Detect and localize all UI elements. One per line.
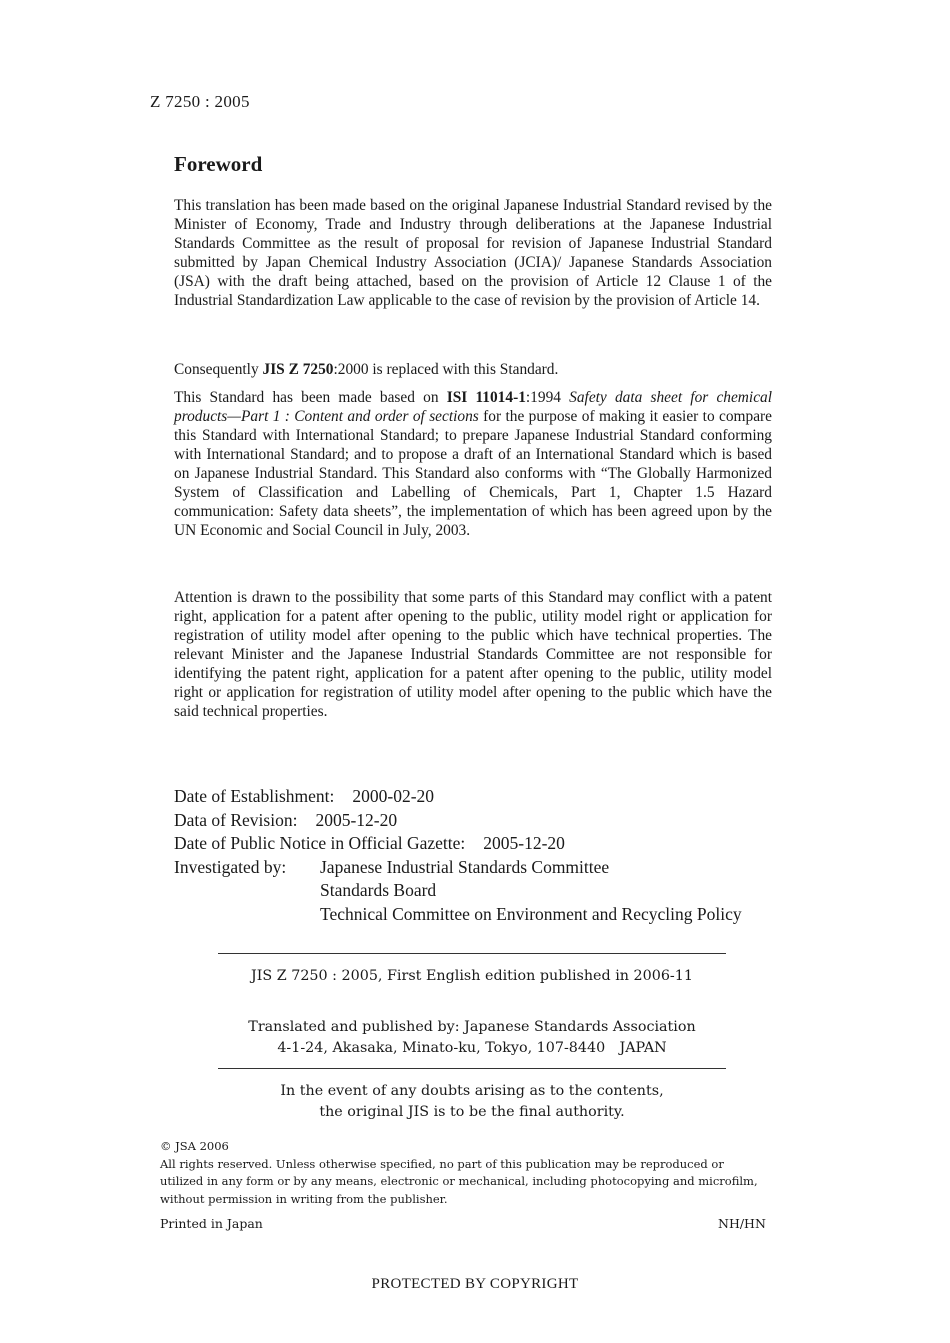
notice-row: [174, 832, 760, 856]
dates-block: [174, 785, 760, 926]
authority-notice: [218, 1081, 726, 1123]
foreword-paragraph-2: [174, 360, 772, 379]
authority-line-2: the original JIS is to be the final authority.: [319, 1104, 625, 1120]
document-code: NH/HN: [718, 1216, 766, 1231]
establishment-row: [174, 785, 760, 809]
p3-year: :1994: [525, 389, 570, 406]
copyright-block: [160, 1138, 770, 1208]
p3-iso-title: Safety data sheet for chemical products—Part 1 : Content and order of sections: [174, 389, 773, 425]
edition-line: JIS Z 7250 : 2005, First English edition published in 2006-11: [251, 968, 693, 984]
copyright-mark: © JSA 2006: [160, 1139, 229, 1153]
revision-label: Data of Revision:: [174, 809, 298, 830]
p3-iso-reference: ISI 11014-1: [446, 389, 526, 406]
p3-text-pre: This Standard has been made based on: [174, 389, 447, 406]
p3-text-post: for the purpose of making it easier to compare this Standard with International Standard; to prepare Japanese Industrial Standard conforming with International Standard; and to propose a draft of an International Standard which is based on Japanese Industrial Standard. This Standard also conforms with “The Globally Harmonized System of Classification and Labelling of Chemicals, Part 1, Chapter 1.5 Hazard communication: Safety data sheets”, the implementation of which has been agreed upon by the UN Economic and Social Council in July, 2003.: [174, 408, 772, 539]
foreword-paragraph-3: [174, 388, 772, 540]
standard-code-header: Z 7250 : 2005: [150, 92, 250, 111]
establishment-value: 2000-02-20: [352, 786, 435, 806]
investigated-line: Technical Committee on Environment and Recycling Policy: [320, 903, 742, 924]
establishment-label: Date of Establishment:: [174, 786, 335, 806]
investigated-line: Japanese Industrial Standards Committee: [320, 856, 610, 877]
publisher-line-2: 4-1-24, Akasaka, Minato-ku, Tokyo, 107-8440 JAPAN: [277, 1040, 667, 1056]
investigated-label: Investigated by:: [174, 856, 287, 877]
investigated-line: Standards Board: [320, 880, 437, 900]
protected-notice: PROTECTED BY COPYRIGHT: [371, 1276, 579, 1292]
revision-value: 2005-12-20: [315, 809, 398, 830]
investigated-list: [320, 856, 760, 927]
printed-in: Printed in Japan: [160, 1216, 263, 1231]
p2-text-pre: Consequently: [174, 361, 263, 378]
investigated-row: [174, 856, 760, 927]
revision-row: [174, 809, 760, 833]
authority-line-1: In the event of any doubts arising as to the contents,: [280, 1083, 664, 1099]
publisher-block: [218, 1017, 726, 1059]
foreword-paragraph-1: This translation has been made based on the original Japanese Industrial Standard revised by the Minister of Economy, Trade and Industry through deliberations at the Japanese Industrial Standards Committee as the result of proposal for revision of Japanese Industrial Standard submitted by Japan Chemical Industry Association (JCIA)/ Japanese Standards Association (JSA) with the draft being attached, based on the provision of Article 12 Clause 1 of the Industrial Standardization Law applicable to the case of revision by the provision of Article 14.: [174, 197, 772, 309]
p2-text-post: :2000 is replaced with this Standard.: [333, 361, 559, 378]
notice-value: 2005-12-20: [483, 833, 565, 853]
copyright-notice: All rights reserved. Unless otherwise specified, no part of this publication may be reproduced or utilized in any form or by any means, electronic or mechanical, including photocopying and microfilm, without permission in writing from the publisher.: [160, 1156, 758, 1206]
divider: [218, 953, 726, 954]
publisher-line-1: Translated and published by: Japanese Standards Association: [248, 1019, 696, 1035]
foreword-paragraph-4: Attention is drawn to the possibility that some parts of this Standard may conflict with a patent right, application for a patent after opening to the public, utility model right or application for registration of utility model after opening to the public which have technical properties. The relevant Minister and the Japanese Industrial Standards Committee are not responsible for identifying the patent right, application for a patent after opening to the public, utility model right or application for registration of utility model after opening to the public which have the said technical properties.: [174, 589, 772, 720]
notice-label: Date of Public Notice in Official Gazette:: [174, 833, 466, 853]
divider: [218, 1068, 726, 1069]
p2-jis-reference: JIS Z 7250: [262, 361, 334, 378]
page-title: Foreword: [174, 152, 263, 176]
